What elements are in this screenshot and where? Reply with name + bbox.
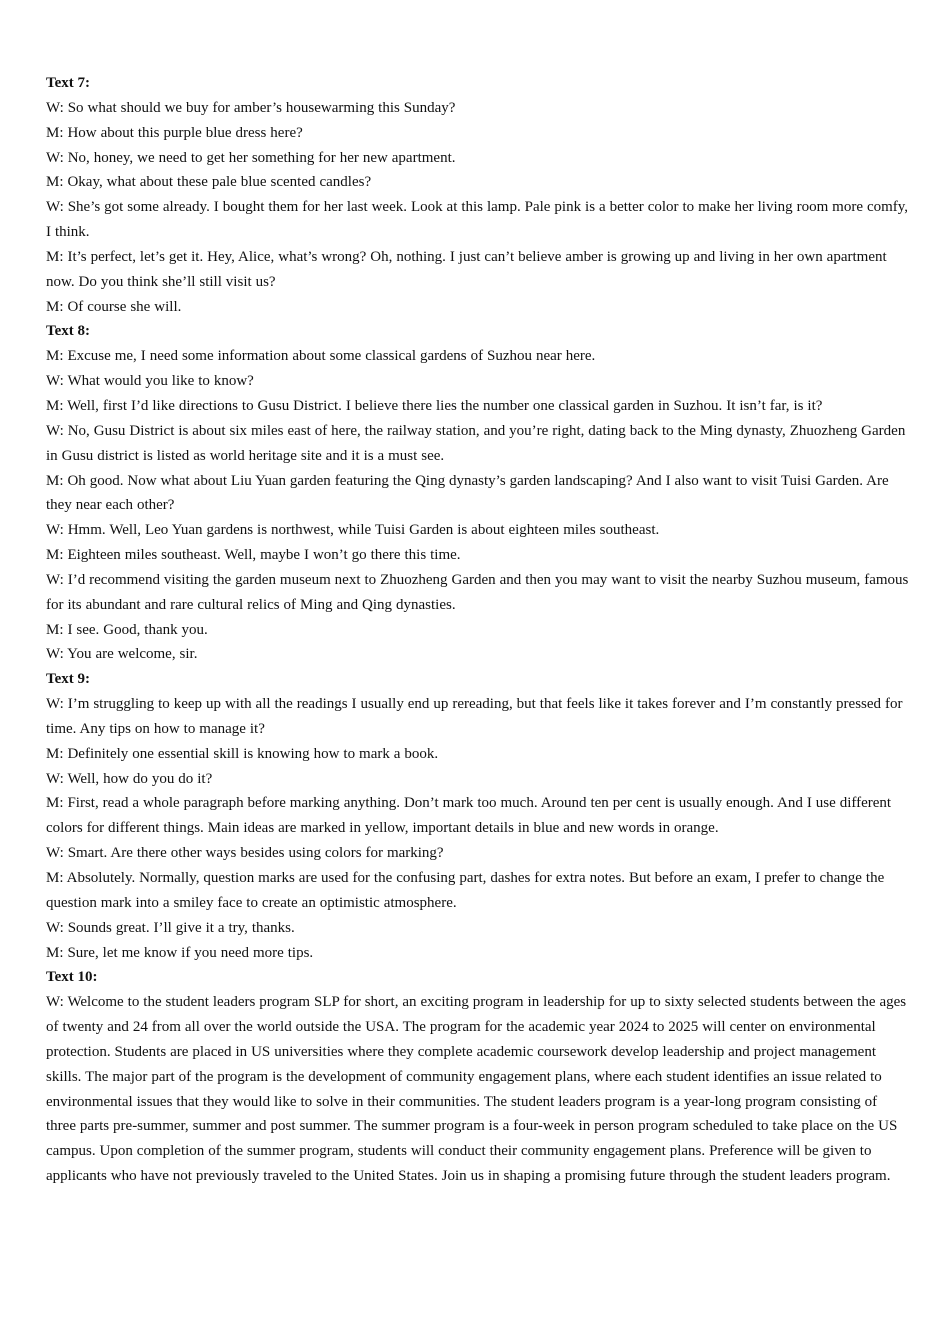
monologue-paragraph: W: Welcome to the student leaders program SLP for short, an exciting program in leadership for up to sixty selected students between the ages of twenty and 24 from all over the world outside the USA. The program for the academic year 2024 to 2025 will center on environmental protection. Students are placed in US universities where they complete academic coursework develop leadership and project management skills. The major part of the program is the development of community engagement plans, where each student identifies an issue related to environmental issues that they would like to solve in their communities. The student leaders program is a year-long program consisting of three parts pre-summer, summer and post summer. The summer program is a four-week in person program scheduled to take place on the US campus. Upon completion of the summer program, students will conduct their community engagement plans. Preference will be given to applicants who have not previously traveled to the United States. Join us in shaping a promising future through the student leaders program. [46,994,907,1185]
section-text-8 [46,319,910,667]
dialogue-line: W: Hmm. Well, Leo Yuan gardens is northwest, while Tuisi Garden is about eighteen miles southeast. [46,522,660,539]
dialogue-line: W: What would you like to know? [46,373,254,390]
dialogue-line: M: Definitely one essential skill is knowing how to mark a book. [46,745,439,762]
dialogue-line: W: Well, how do you do it? [46,770,213,787]
dialogue-line: M: Of course she will. [46,298,182,315]
dialogue-line: M: It’s perfect, let’s get it. Hey, Alice, what’s wrong? Oh, nothing. I just can’t believe amber is growing up and living in her own apartment now. Do you think she’ll still visit us? [46,248,887,290]
dialogue-line: W: Smart. Are there other ways besides using colors for marking? [46,845,444,862]
section-title: Text 9: [46,671,91,688]
dialogue-line: W: I’m struggling to keep up with all the readings I usually end up rereading, but that feels like it takes forever and I’m constantly pressed for time. Any tips on how to manage it? [46,696,903,737]
dialogue-line: W: No, honey, we need to get her something for her new apartment. [46,149,456,166]
dialogue-line: M: Oh good. Now what about Liu Yuan garden featuring the Qing dynasty’s garden landscaping? And I also want to visit Tuisi Garden. Are they near each other? [46,472,889,514]
dialogue-line: M: Absolutely. Normally, question marks are used for the confusing part, dashes for extra notes. But before an exam, I prefer to change the question mark into a smiley face to create an optimistic atmosphere. [46,870,885,911]
section-title: Text 8: [46,323,91,340]
dialogue-line: W: No, Gusu District is about six miles east of here, the railway station, and you’re right, dating back to the Ming dynasty, Zhuozheng Garden in Gusu district is listed as world heritage site and it is a must see. [46,422,906,464]
dialogue-line: M: First, read a whole paragraph before marking anything. Don’t mark too much. Around ten per cent is usually enough. And I use different colors for different things. Main ideas are marked in yellow, important details in blue and new words in orange. [46,795,892,837]
section-text-7 [46,71,910,319]
dialogue-line: W: You are welcome, sir. [46,646,198,663]
section-text-10 [46,965,910,1189]
dialogue-line: W: So what should we buy for amber’s housewarming this Sunday? [46,99,456,116]
transcript-page [46,71,910,1189]
section-title: Text 10: [46,969,98,986]
dialogue-line: M: Eighteen miles southeast. Well, maybe I won’t go there this time. [46,547,461,564]
dialogue-line: W: She’s got some already. I bought them for her last week. Look at this lamp. Pale pink is a better color to make her living room more comfy, I think. [46,199,909,241]
dialogue-line: W: I’d recommend visiting the garden museum next to Zhuozheng Garden and then you may want to visit the nearby Suzhou museum, famous for its abundant and rare cultural relics of Ming and Qing dynasties. [46,571,909,613]
section-title: Text 7: [46,75,91,91]
dialogue-line: W: Sounds great. I’ll give it a try, thanks. [46,919,295,936]
section-text-9 [46,667,910,965]
dialogue-line: M: Okay, what about these pale blue scented candles? [46,174,372,191]
dialogue-line: M: Well, first I’d like directions to Gusu District. I believe there lies the number one classical garden in Suzhou. It isn’t far, is it? [46,397,823,414]
dialogue-line: M: Excuse me, I need some information about some classical gardens of Suzhou near here. [46,348,596,365]
dialogue-line: M: Sure, let me know if you need more tips. [46,944,314,961]
dialogue-line: M: I see. Good, thank you. [46,621,208,638]
dialogue-line: M: How about this purple blue dress here? [46,124,303,141]
